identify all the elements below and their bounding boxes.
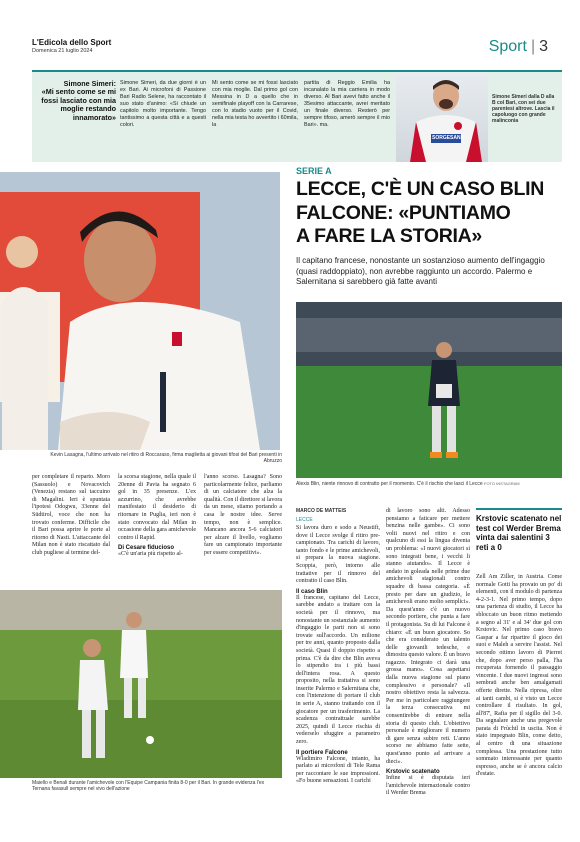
- issue-date: Domenica 21 luglio 2024: [32, 48, 93, 54]
- headline-line2: FALCONE: «PUNTIAMO: [296, 201, 511, 224]
- main-col-b-text: di lavoro sono alti. Adesso pensiamo a faticare per mettere benzina nelle gambe». Ci sono volti nuovi nel ritiro e con qualcuno di essi la lingua diventa un problema: «I nuovi giocatori si sono integrati bene, i vecchi li stanno aiutando». Il Lecce è andato in goleada nelle prime due amichevoli stagionali contro squadre di bassa categoria. «È presto per dare un giudizio, le amichevoli erano molto semplici». Da quest'anno c'è un nuovo secondo portiere, che punta a fare il protagonista. Su di lui Falcone è chiaro: «È un buon giocatore. So che era considerato un talento delle giovanili tedesche, e dimostra questo valore. È un bravo ragazzo. Integrato ci darà una grossa mano». Cosa aspettarsi dalla nuova stagione sul piano complessivo e personale? «Il nostro obiettivo resta la salvezza. Per me in particolare raggiungere la terza consecutiva mi consentirebbe di entrare nella storia di questo club. L'obiettivo personale è migliorare il numero di gare senza subire reti. L'anno scorso ne abbiamo fatte sette, quest'anno punto ad arrivare a dieci».: [386, 508, 470, 765]
- main-col-b2-text: Infine si è disputata ieri l'amichevole internazionale contro il Werder Brema: [386, 775, 470, 797]
- kicker: SERIE A: [296, 166, 332, 176]
- simeri-caption: Simone Simeri dalla D alla B col Bari, con sei due parentesi altrove. Lascia il capoluogo con grande malinconia: [492, 94, 555, 124]
- main-col-a-text: Si lavora duro e sodo a Neustift, dove il Lecce svolge il ritiro pre-campionato. Tra carichi di lavoro, tanto fondo e le prime amichevoli, si prepara la nuova stagione. Scoppia, però, intorno alle trattative per il rinnovo del contratto il caso Blin.: [296, 525, 380, 585]
- section-name: Sport: [488, 38, 527, 55]
- blin-caption: Alexis Blin, niente rinnovo di contratto per il momento. C'è il rischio che lasci il Lecce: [296, 481, 483, 487]
- bari-col1: per completare il reparto. Moro (Sassuolo) e Novacovich (Venezia) restano sul taccuino di Magalini. Ieri è spuntata l'ipotesi Odogwu, 33enne del Südtirol, voce che non ha trovato conferme. Difficile che il Bari possa aprire le porte al ritorno di Nasti. L'attaccante del Milan non è stato riscattato dal club pugliese al termine del-: [32, 474, 110, 556]
- maiello-benali-photo: [0, 590, 282, 778]
- subhead-falcone: Il portiere Falcone: [296, 749, 348, 756]
- lasagna-photo-illustration: [0, 172, 280, 450]
- bari-col2b: «C'è un'aria più rispetto al-: [118, 551, 183, 558]
- bari-col2: la scorsa stagione, nella quale il 20enne di Pavia ha segnato 6 gol in 35 presenze. L'ex azzurrino, che avrebbe manifestato il desiderio di ritornare in Puglia, ieri non è stato convocato dal Milan in occasione della gara amichevole contro il Rapid.: [118, 474, 196, 541]
- blin-photo: [296, 302, 562, 478]
- bari-subhead: Di Cesare fiducioso: [118, 545, 175, 552]
- subhead-blin: Il caso Blin: [296, 588, 328, 595]
- sidebar-box: [476, 508, 562, 552]
- dateline: LECCE: [296, 517, 313, 523]
- top-story-col3: partita di Reggio Emilia ha incanalato la mia carriera in modo diverso. Al Bari avevi fatto anche il 35esimo attaccante, avrei meritato un finale diverso. Resterò per sempre tifoso, amerò sempre il mio Bari». ma.: [304, 80, 390, 128]
- jersey-sponsor: SORGESANA: [432, 135, 465, 141]
- top-story-name: Simone Simeri:: [63, 79, 116, 88]
- match-photo-illustration: [0, 590, 282, 778]
- simeri-photo-illustration: [396, 72, 488, 162]
- top-story-band: [32, 70, 562, 162]
- subhead-krstovic: Krstovic scatenato: [386, 769, 440, 776]
- photo-credit: FOTO INSTAGRAM: [484, 481, 520, 486]
- headline-line1: LECCE, C'È UN CASO BLIN: [296, 178, 544, 200]
- page-number: 3: [539, 38, 548, 55]
- sidebar-title: Krstovic scatenato nel test col Werder Brema vinta dai salentini 3 reti a 0: [476, 514, 562, 552]
- page-header: [32, 38, 562, 64]
- top-story-headline: [36, 80, 116, 122]
- main-col-a2-text: Il francese, capitano del Lecce, sarebbe andato a trattare con la società per il rinnovo, ma nonostante un sostanziale aumento d'ingaggio le parti non si sono trovate sull'accordo. Un milione per tre anni, quanto proposto dalla società. Quasi il doppio rispetto a prima. C'è da dire che Blin aveva lo stipendio tra i più bassi dell'intera rosa. A questo proposito, nella trattativa si sono inserite Palermo e Salernitana che, con l'intenzione di portare il club in serie A, stanno trattando con il giocatore per un trasferimento. La scadenza contrattuale sarebbe 2025, quindi il Lecce rischia di vederselo sfuggire a parametro zero.: [296, 594, 380, 746]
- section-separator: |: [530, 38, 536, 55]
- main-col-a3-text: Wladimiro Falcone, intanto, ha parlato ai microfoni di Tele Rama per raccontare le sue impressioni. «Fo buone sensazioni. I carichi: [296, 755, 380, 785]
- lasagna-photo: [0, 172, 280, 450]
- top-story-col1: Simone Simeri, da due giorni è un ex Bari. Ai microfoni di Passione Bari Radio Selene, ha raccontato il suo stato d'animo: «Si chiude un capitolo molto importante. Tengo tantissimo a questa città e a questi colori.: [120, 80, 206, 128]
- section-label: [489, 38, 548, 56]
- main-col-c-text: Zell Am Ziller, in Austria. Come normale Gotti ha provato un po' di elementi, con il modulo di partenza 4-2-3-1. Nel primo tempo, dopo una partenza di studio, il Lecce ha sbloccato un buon ritmo mettendo a segno al 31' e al 34' due gol con Krstovic. Nel primo caso bravo Gaspar a far ripartire il gioco dei suoi e Maleh a servire l'assist. Nel secondo ottimo lavoro di Pierret che, dopo aver perso palla, l'ha recuperata fornendo il passaggio vincente. I due nuovi ingressi sono sembrati anche ben amalgamati offerte dirette. Nella ripresa, oltre ai tanti cambi, si è visto un Lecce controllare il risultato. In gol, all'87', Rafia per il sigillo del 3-0. Da segnalare anche una pregevole parata di Frùchtl in uscita. Non è stato impegnato Blin, come detto, al centro di una situazione complessa. Una prestazione tutto sommato interessante per quanto espresso, anche se è ancora calcio d'estate.: [476, 574, 562, 778]
- top-story-quote: «Mi sento come se mi fossi lasciato con mia moglie restando innamorato»: [41, 87, 116, 122]
- lasagna-caption: Kevin Lasagna, l'ultimo arrivato nel ritiro di Roccaraso, firma maglietta ai giovani tifosi del Bari presenti in Abruzzo: [50, 452, 282, 464]
- match-caption: Maiello e Benali durante l'amichevole con l'Equipe Campania finita 8-0 per il Bari. In grande evidenza l'ex Ternana favasull sempre nel vivo dell'azione: [32, 780, 265, 792]
- standfirst: Il capitano francese, nonostante un sostanzioso aumento dell'ingaggio (quasi raddoppiato), non avrebbe raggiunto un accordo. Palermo e Salernitana si sarebbero già fatte avanti: [296, 256, 545, 286]
- main-headline: [296, 178, 566, 249]
- main-col-a: [296, 508, 380, 786]
- paper-name: L'Edicola dello Sport: [32, 38, 112, 47]
- byline: MARCO DE MATTEIS: [296, 508, 347, 514]
- bari-col3: l'anno scorso. Lasagna? Sono particolarmente felice, parliamo di un calciatore che alza la qualità. Con il direttore si lavora da un mese, stiamo portando a casa le nostre idee. Serve tempo, non è semplice. Mancano ancora 5-6 calciatori per alzare il livello, vogliamo fare un campionato importante per essere competitivi».: [204, 474, 282, 556]
- headline-line3: A FARE LA STORIA»: [296, 225, 482, 247]
- blin-photo-illustration: [296, 302, 562, 478]
- top-story-col2: Mi sento come se mi fossi lasciato con mia moglie. Dal primo gol con Messina in D a quello che in semifinale playoff con la Carrarese, con lo stadio vuoto per il Covid, nella mia testa ho avvertito i 60mila, la: [212, 80, 298, 128]
- blin-caption-line: [296, 481, 562, 487]
- bari-col2-wrap: [118, 474, 196, 559]
- main-col-b: [386, 508, 470, 798]
- simeri-photo: [396, 72, 488, 162]
